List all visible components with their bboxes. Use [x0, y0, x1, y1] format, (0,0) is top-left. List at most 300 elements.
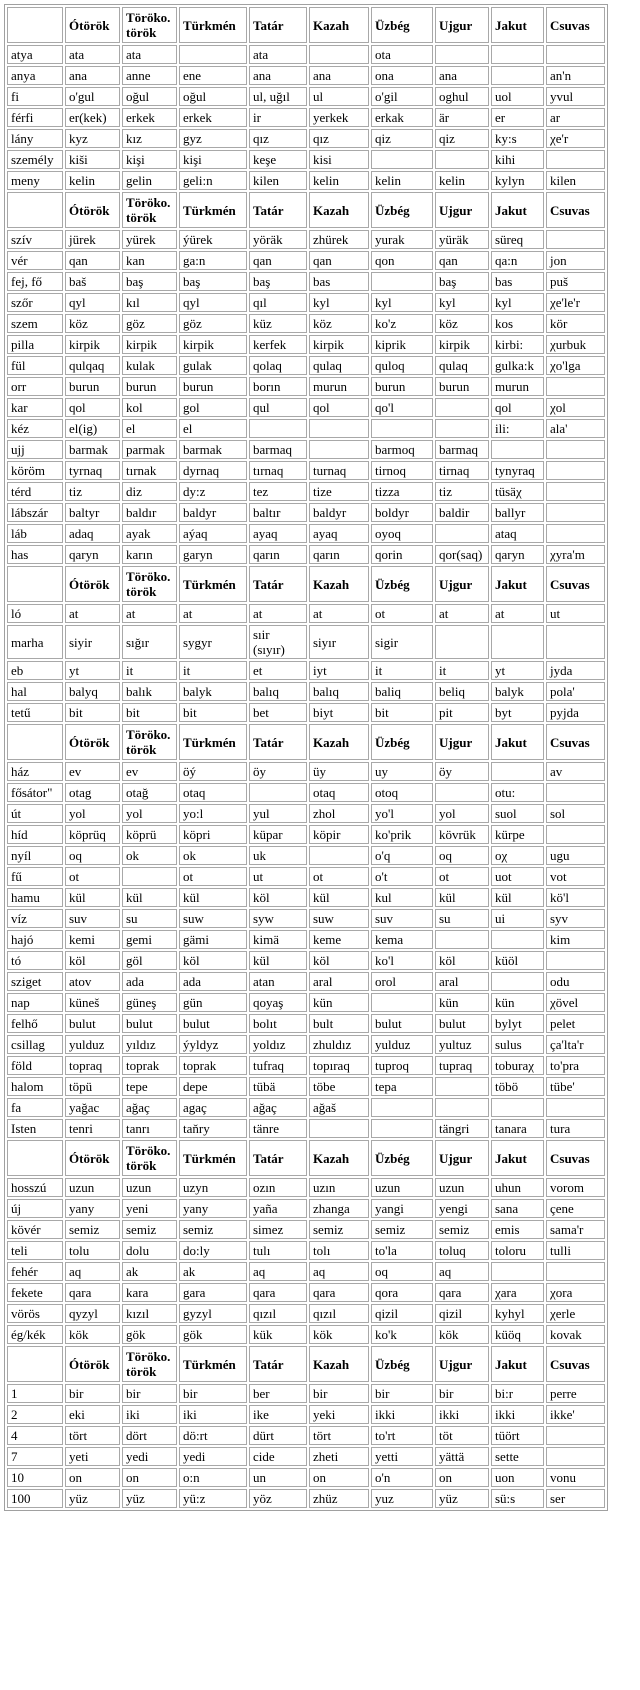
column-header: [7, 1140, 63, 1176]
table-row: [7, 604, 605, 623]
translation-cell: kö'l: [546, 888, 605, 907]
translation-cell: [491, 440, 544, 459]
translation-cell: kelin: [371, 171, 433, 190]
translation-cell: χe'r: [546, 129, 605, 148]
table-header-row: [7, 566, 605, 602]
translation-cell: [491, 66, 544, 85]
translation-cell: burun: [371, 377, 433, 396]
translation-cell: bit: [179, 703, 247, 722]
translation-cell: tiz: [65, 482, 120, 501]
translation-cell: otaq: [309, 783, 369, 802]
translation-cell: ot: [179, 867, 247, 886]
translation-cell: gol: [179, 398, 247, 417]
translation-cell: aq: [309, 1262, 369, 1281]
word-cell: has: [7, 545, 63, 564]
table-row: [7, 1489, 605, 1508]
translation-cell: balyk: [179, 682, 247, 701]
table-row: [7, 1077, 605, 1096]
column-header: Csuvas: [546, 1140, 605, 1176]
translation-cell: uzun: [371, 1178, 433, 1197]
translation-cell: qaryn: [491, 545, 544, 564]
table-row: [7, 1178, 605, 1197]
translation-cell: barmoq: [371, 440, 433, 459]
translation-cell: yedi: [179, 1447, 247, 1466]
translation-cell: yıldız: [122, 1035, 177, 1054]
translation-cell: kirpik: [122, 335, 177, 354]
translation-cell: ana: [309, 66, 369, 85]
translation-cell: tüsäχ: [491, 482, 544, 501]
translation-cell: ağaç: [122, 1098, 177, 1117]
column-header: [7, 1346, 63, 1382]
translation-cell: köl: [309, 951, 369, 970]
translation-cell: siyır: [309, 625, 369, 659]
translation-cell: öy: [249, 762, 307, 781]
translation-cell: otağ: [122, 783, 177, 802]
table-row: [7, 545, 605, 564]
translation-cell: tolu: [65, 1241, 120, 1260]
translation-cell: baltır: [249, 503, 307, 522]
translation-cell: [435, 783, 489, 802]
translation-cell: bit: [65, 703, 120, 722]
table-row: [7, 703, 605, 722]
translation-cell: qyl: [179, 293, 247, 312]
table-row: [7, 150, 605, 169]
translation-cell: qyl: [65, 293, 120, 312]
translation-cell: χol: [546, 398, 605, 417]
translation-cell: uzun: [122, 1178, 177, 1197]
translation-cell: ut: [546, 604, 605, 623]
translation-cell: it: [179, 661, 247, 680]
column-header: Jakut: [491, 192, 544, 228]
table-row: [7, 66, 605, 85]
translation-cell: köl: [435, 951, 489, 970]
translation-cell: semiz: [309, 1220, 369, 1239]
translation-cell: uon: [491, 1468, 544, 1487]
translation-cell: dö:rt: [179, 1426, 247, 1445]
column-header: Kazah: [309, 192, 369, 228]
translation-cell: un: [249, 1468, 307, 1487]
translation-cell: baltyr: [65, 503, 120, 522]
translation-cell: otag: [65, 783, 120, 802]
translation-cell: eki: [65, 1405, 120, 1424]
translation-cell: tyrnaq: [65, 461, 120, 480]
translation-cell: er(kek): [65, 108, 120, 127]
translation-cell: ala': [546, 419, 605, 438]
word-cell: Isten: [7, 1119, 63, 1138]
column-header: Türkmén: [179, 724, 247, 760]
translation-cell: kimä: [249, 930, 307, 949]
translation-cell: bulut: [65, 1014, 120, 1033]
word-cell: ujj: [7, 440, 63, 459]
translation-cell: tize: [309, 482, 369, 501]
word-cell: személy: [7, 150, 63, 169]
translation-cell: kirpik: [435, 335, 489, 354]
translation-cell: to'pra: [546, 1056, 605, 1075]
translation-cell: uot: [491, 867, 544, 886]
translation-cell: [546, 440, 605, 459]
translation-cell: kemi: [65, 930, 120, 949]
translation-cell: ev: [122, 762, 177, 781]
translation-cell: yüräk: [435, 230, 489, 249]
translation-cell: aq: [435, 1262, 489, 1281]
translation-cell: yurak: [371, 230, 433, 249]
word-cell: teli: [7, 1241, 63, 1260]
translation-cell: χo'lga: [546, 356, 605, 375]
translation-cell: uzın: [309, 1178, 369, 1197]
translation-cell: tänre: [249, 1119, 307, 1138]
translation-cell: tuproq: [371, 1056, 433, 1075]
translation-cell: ça'lta'r: [546, 1035, 605, 1054]
translation-cell: kör: [546, 314, 605, 333]
column-header: Törökо. török: [122, 724, 177, 760]
translation-cell: qara: [435, 1283, 489, 1302]
translation-cell: kyl: [371, 293, 433, 312]
translation-cell: tört: [309, 1426, 369, 1445]
table-row: [7, 804, 605, 823]
translation-cell: töbö: [491, 1077, 544, 1096]
translation-cell: gelin: [122, 171, 177, 190]
translation-cell: atan: [249, 972, 307, 991]
translation-cell: aq: [65, 1262, 120, 1281]
translation-cell: qızıl: [249, 1304, 307, 1323]
translation-cell: tört: [65, 1426, 120, 1445]
translation-cell: [491, 45, 544, 64]
translation-cell: göz: [179, 314, 247, 333]
translation-cell: kim: [546, 930, 605, 949]
translation-cell: üy: [309, 762, 369, 781]
translation-cell: yeki: [309, 1405, 369, 1424]
translation-cell: oq: [435, 846, 489, 865]
translation-cell: [309, 1119, 369, 1138]
translation-cell: qara: [249, 1283, 307, 1302]
column-header: Üzbég: [371, 192, 433, 228]
translation-cell: dy:z: [179, 482, 247, 501]
translation-cell: [179, 45, 247, 64]
translation-cell: pelet: [546, 1014, 605, 1033]
word-cell: hajó: [7, 930, 63, 949]
translation-cell: yüz: [65, 1489, 120, 1508]
translation-cell: oχ: [491, 846, 544, 865]
translation-cell: aq: [249, 1262, 307, 1281]
translation-cell: qıl: [249, 293, 307, 312]
table-row: [7, 503, 605, 522]
translation-cell: pit: [435, 703, 489, 722]
translation-cell: tübe': [546, 1077, 605, 1096]
translation-cell: tizza: [371, 482, 433, 501]
translation-cell: ballyr: [491, 503, 544, 522]
translation-cell: ev: [65, 762, 120, 781]
translation-cell: et: [249, 661, 307, 680]
column-header: Ujgur: [435, 1346, 489, 1382]
translation-cell: yoldız: [249, 1035, 307, 1054]
translation-cell: tynyraq: [491, 461, 544, 480]
translation-cell: oğul: [179, 87, 247, 106]
translation-cell: qiz: [435, 129, 489, 148]
translation-cell: ko'z: [371, 314, 433, 333]
translation-cell: vorom: [546, 1178, 605, 1197]
translation-cell: tulli: [546, 1241, 605, 1260]
translation-cell: it: [435, 661, 489, 680]
translation-cell: kyz: [65, 129, 120, 148]
word-cell: köröm: [7, 461, 63, 480]
translation-cell: ga:n: [179, 251, 247, 270]
translation-cell: semiz: [371, 1220, 433, 1239]
translation-cell: baldyr: [179, 503, 247, 522]
translation-cell: at: [65, 604, 120, 623]
column-header: [7, 192, 63, 228]
translation-cell: tenri: [65, 1119, 120, 1138]
translation-cell: ağaš: [309, 1098, 369, 1117]
translation-cell: bit: [122, 703, 177, 722]
translation-cell: zhanga: [309, 1199, 369, 1218]
translation-cell: qora: [371, 1283, 433, 1302]
translation-cell: yt: [65, 661, 120, 680]
translation-cell: kül: [309, 888, 369, 907]
translation-cell: χe'le'r: [546, 293, 605, 312]
table-header-row: [7, 1140, 605, 1176]
column-header: Ótörök: [65, 7, 120, 43]
translation-cell: qor(saq): [435, 545, 489, 564]
translation-cell: yany: [179, 1199, 247, 1218]
table-header-row: [7, 1346, 605, 1382]
translation-cell: [435, 1098, 489, 1117]
translation-cell: iyt: [309, 661, 369, 680]
translation-cell: yüz: [122, 1489, 177, 1508]
translation-cell: yol: [65, 804, 120, 823]
table-row: [7, 1241, 605, 1260]
word-cell: ház: [7, 762, 63, 781]
translation-cell: sama'r: [546, 1220, 605, 1239]
translation-cell: kürpe: [491, 825, 544, 844]
table-row: [7, 1447, 605, 1466]
table-row: [7, 972, 605, 991]
translation-cell: qyzyl: [65, 1304, 120, 1323]
table-row: [7, 1014, 605, 1033]
translation-cell: syw: [249, 909, 307, 928]
translation-cell: toprak: [179, 1056, 247, 1075]
column-header: Türkmén: [179, 192, 247, 228]
translation-cell: o'q: [371, 846, 433, 865]
word-cell: férfi: [7, 108, 63, 127]
translation-cell: on: [122, 1468, 177, 1487]
translation-cell: χara: [491, 1283, 544, 1302]
translation-cell: ili:: [491, 419, 544, 438]
table-row: [7, 524, 605, 543]
translation-cell: yulduz: [371, 1035, 433, 1054]
column-header: Kazah: [309, 7, 369, 43]
translation-cell: yo'l: [371, 804, 433, 823]
translation-cell: ul: [309, 87, 369, 106]
translation-cell: tufraq: [249, 1056, 307, 1075]
translation-cell: do:ly: [179, 1241, 247, 1260]
translation-cell: kıl: [122, 293, 177, 312]
column-header: Üzbég: [371, 1140, 433, 1176]
translation-cell: barmaq: [249, 440, 307, 459]
translation-cell: tolı: [309, 1241, 369, 1260]
translation-cell: χerle: [546, 1304, 605, 1323]
translation-cell: kirpik: [65, 335, 120, 354]
word-cell: vér: [7, 251, 63, 270]
table-row: [7, 762, 605, 781]
word-cell: fa: [7, 1098, 63, 1117]
translation-cell: baldir: [435, 503, 489, 522]
translation-cell: qulaq: [309, 356, 369, 375]
table-row: [7, 1384, 605, 1403]
translation-cell: sette: [491, 1447, 544, 1466]
translation-cell: ada: [122, 972, 177, 991]
translation-cell: dyrnaq: [179, 461, 247, 480]
translation-cell: [546, 503, 605, 522]
translation-cell: küöl: [491, 951, 544, 970]
word-cell: fi: [7, 87, 63, 106]
translation-cell: to'la: [371, 1241, 433, 1260]
translation-cell: [249, 783, 307, 802]
translation-cell: bet: [249, 703, 307, 722]
translation-cell: göz: [122, 314, 177, 333]
word-cell: kövér: [7, 1220, 63, 1239]
translation-cell: qolaq: [249, 356, 307, 375]
column-header: Jakut: [491, 7, 544, 43]
translation-cell: kızıl: [122, 1304, 177, 1323]
table-row: [7, 398, 605, 417]
column-header: Ujgur: [435, 724, 489, 760]
translation-cell: [546, 230, 605, 249]
translation-cell: o:n: [179, 1468, 247, 1487]
translation-cell: karın: [122, 545, 177, 564]
word-cell: 2: [7, 1405, 63, 1424]
translation-cell: yo:l: [179, 804, 247, 823]
translation-cell: [491, 1262, 544, 1281]
translation-cell: bir: [309, 1384, 369, 1403]
translation-cell: depe: [179, 1077, 247, 1096]
column-header: Jakut: [491, 1346, 544, 1382]
translation-cell: perre: [546, 1384, 605, 1403]
translation-cell: qa:n: [491, 251, 544, 270]
translation-cell: [435, 419, 489, 438]
translation-cell: [546, 951, 605, 970]
translation-cell: yetti: [371, 1447, 433, 1466]
translation-cell: yol: [435, 804, 489, 823]
column-header: Kazah: [309, 724, 369, 760]
table-row: [7, 661, 605, 680]
word-cell: eb: [7, 661, 63, 680]
translation-cell: öý: [179, 762, 247, 781]
translation-cell: ot: [371, 604, 433, 623]
word-cell: 100: [7, 1489, 63, 1508]
translation-cell: kişi: [179, 150, 247, 169]
translation-cell: aýaq: [179, 524, 247, 543]
column-header: Tatár: [249, 7, 307, 43]
translation-cell: el(ig): [65, 419, 120, 438]
translation-cell: bult: [309, 1014, 369, 1033]
translation-cell: qulqaq: [65, 356, 120, 375]
translation-cell: ko'prik: [371, 825, 433, 844]
translation-cell: burun: [65, 377, 120, 396]
table-row: [7, 1304, 605, 1323]
table-row: [7, 1468, 605, 1487]
translation-cell: kema: [371, 930, 433, 949]
translation-cell: [546, 783, 605, 802]
translation-cell: ayaq: [309, 524, 369, 543]
translation-cell: balıq: [309, 682, 369, 701]
translation-cell: ene: [179, 66, 247, 85]
translation-cell: [371, 993, 433, 1012]
word-cell: hosszú: [7, 1178, 63, 1197]
translation-cell: sü:s: [491, 1489, 544, 1508]
translation-cell: kız: [122, 129, 177, 148]
translation-cell: parmak: [122, 440, 177, 459]
translation-cell: yöräk: [249, 230, 307, 249]
word-cell: fej, fő: [7, 272, 63, 291]
translation-cell: tiz: [435, 482, 489, 501]
translation-cell: gyzyl: [179, 1304, 247, 1323]
translation-cell: sigir: [371, 625, 433, 659]
translation-cell: el: [179, 419, 247, 438]
translation-cell: yü:z: [179, 1489, 247, 1508]
translation-cell: jon: [546, 251, 605, 270]
column-header: Kazah: [309, 1140, 369, 1176]
translation-cell: qan: [249, 251, 307, 270]
translation-cell: qara: [65, 1283, 120, 1302]
column-header: Tatár: [249, 1140, 307, 1176]
translation-cell: er: [491, 108, 544, 127]
translation-cell: gämi: [179, 930, 247, 949]
translation-cell: uol: [491, 87, 544, 106]
translation-cell: tängri: [435, 1119, 489, 1138]
translation-cell: kül: [491, 888, 544, 907]
column-header: Üzbég: [371, 7, 433, 43]
translation-cell: iki: [179, 1405, 247, 1424]
word-cell: meny: [7, 171, 63, 190]
word-cell: ég/kék: [7, 1325, 63, 1344]
translation-cell: ak: [179, 1262, 247, 1281]
column-header: Ujgur: [435, 566, 489, 602]
translation-cell: el: [122, 419, 177, 438]
table-header-row: [7, 724, 605, 760]
table-row: [7, 625, 605, 659]
translation-cell: [371, 419, 433, 438]
translation-cell: gün: [179, 993, 247, 1012]
translation-cell: jürek: [65, 230, 120, 249]
translation-cell: köl: [179, 951, 247, 970]
translation-cell: yättä: [435, 1447, 489, 1466]
translation-cell: qan: [65, 251, 120, 270]
translation-cell: gök: [122, 1325, 177, 1344]
table-row: [7, 482, 605, 501]
column-header: Ótörök: [65, 566, 120, 602]
translation-cell: erkak: [371, 108, 433, 127]
table-row: [7, 440, 605, 459]
translation-cell: balıq: [249, 682, 307, 701]
column-header: Jakut: [491, 724, 544, 760]
translation-cell: kül: [435, 888, 489, 907]
word-cell: fű: [7, 867, 63, 886]
table-header-row: [7, 192, 605, 228]
translation-cell: yedi: [122, 1447, 177, 1466]
translation-cell: [122, 867, 177, 886]
word-cell: tetű: [7, 703, 63, 722]
translation-cell: tanrı: [122, 1119, 177, 1138]
word-cell: vörös: [7, 1304, 63, 1323]
translation-cell: köl: [65, 951, 120, 970]
translation-cell: qol: [309, 398, 369, 417]
translation-cell: ona: [371, 66, 433, 85]
translation-cell: kyhyl: [491, 1304, 544, 1323]
translation-cell: ot: [435, 867, 489, 886]
translation-cell: atov: [65, 972, 120, 991]
translation-cell: bir: [122, 1384, 177, 1403]
translation-cell: gök: [179, 1325, 247, 1344]
